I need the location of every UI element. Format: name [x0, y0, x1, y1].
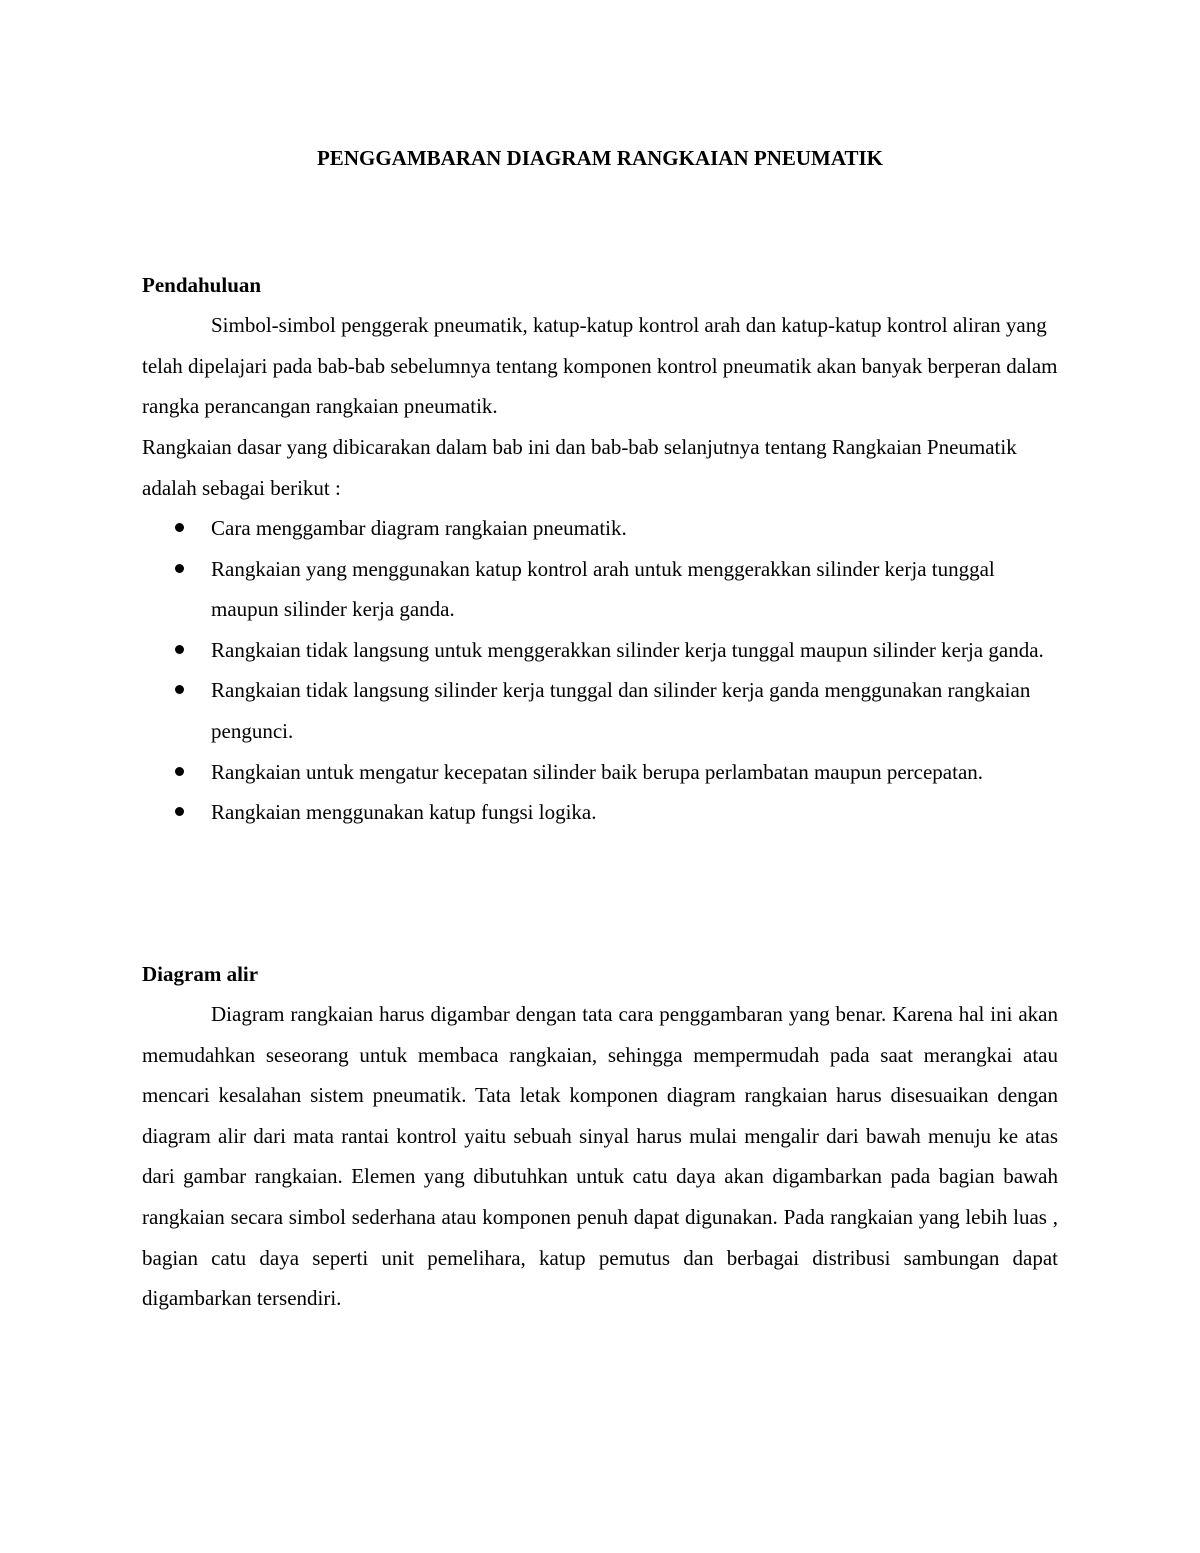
bullet-icon: [175, 685, 184, 694]
list-item: [142, 792, 1058, 833]
list-item: [142, 630, 1058, 671]
list-item: [142, 670, 1058, 751]
bullet-icon: [175, 564, 184, 573]
diagram-alir-paragraph-1: Diagram rangkaian harus digambar dengan tata cara penggambaran yang benar. Karena hal ini akan memudahkan seseorang untuk membaca rangkaian, sehingga mempermudah pada saat merangkai atau mencari kesalahan sistem pneumatik. Tata letak komponen diagram rangkaian harus disesuaikan dengan diagram alir dari mata rantai kontrol yaitu sebuah sinyal harus mulai mengalir dari bawah menuju ke atas dari gambar rangkaian. Elemen yang dibutuhkan untuk catu daya akan digambarkan pada bagian bawah rangkaian secara simbol sederhana atau komponen penuh dapat digunakan. Pada rangkaian yang lebih luas , bagian catu daya seperti unit pemelihara, katup pemutus dan berbagai distribusi sambungan dapat digambarkan tersendiri.: [142, 1002, 1058, 1311]
document-page: [142, 0, 1058, 1553]
list-item: [142, 752, 1058, 793]
bullet-icon: [175, 523, 184, 532]
list-item: [142, 549, 1058, 630]
list-item-text: Rangkaian yang menggunakan katup kontrol arah untuk menggerakkan silinder kerja tunggal maupun silinder kerja ganda.: [211, 556, 995, 622]
section-heading-diagram-alir: Diagram alir: [142, 962, 259, 986]
document-title: PENGGAMBARAN DIAGRAM RANGKAIAN PNEUMATIK: [316, 146, 883, 170]
list-item-text: Rangkaian tidak langsung silinder kerja tunggal dan silinder kerja ganda menggunakan rangkaian pengunci.: [211, 678, 1031, 743]
list-item-text: Cara menggambar diagram rangkaian pneumatik.: [211, 516, 627, 540]
pendahuluan-paragraph-1: Simbol-simbol penggerak pneumatik, katup-katup kontrol arah dan katup-katup kontrol aliran yang telah dipelajari pada bab-bab sebelumnya tentang komponen kontrol pneumatik akan banyak berperan dalam rangka perancangan rangkaian pneumatik.: [142, 313, 1058, 419]
list-item: [142, 508, 1058, 549]
pendahuluan-paragraph-2: Rangkaian dasar yang dibicarakan dalam bab ini dan bab-bab selanjutnya tentang Rangkaian Pneumatik adalah sebagai berikut :: [142, 435, 1017, 500]
bullet-icon: [175, 807, 184, 816]
list-item-text: Rangkaian untuk mengatur kecepatan silinder baik berupa perlambatan maupun percepatan.: [211, 759, 984, 784]
list-item-text: Rangkaian menggunakan katup fungsi logika.: [211, 800, 597, 825]
section-heading-pendahuluan: Pendahuluan: [142, 273, 262, 297]
bullet-icon: [175, 645, 184, 654]
bullet-icon: [175, 767, 184, 776]
pendahuluan-bullet-list: [142, 508, 1058, 833]
list-item-text: Rangkaian tidak langsung untuk menggerakkan silinder kerja tunggal maupun silinder kerja ganda.: [211, 637, 1044, 662]
